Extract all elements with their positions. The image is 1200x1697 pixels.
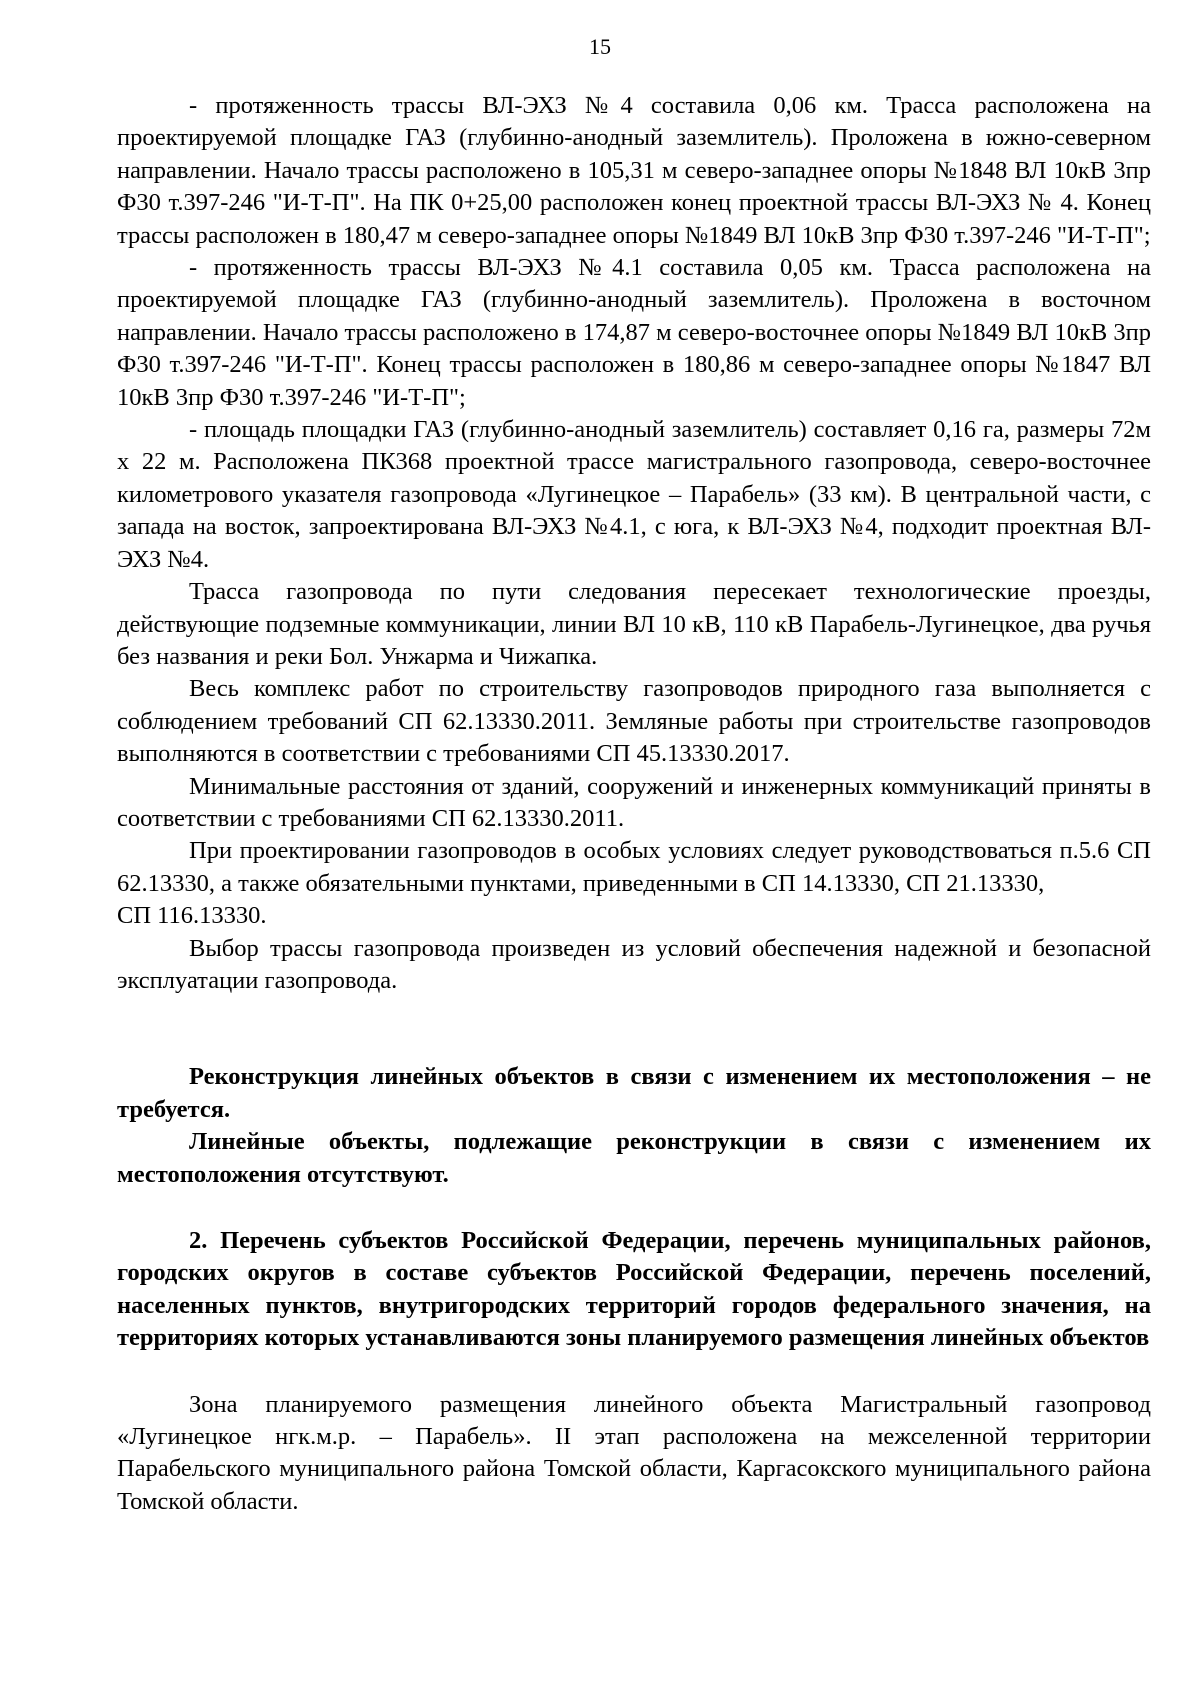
paragraph-route-selection: Выбор трассы газопровода произведен из условий обеспечения надежной и безопасной эксплуатации газопровода. (117, 934, 1151, 994)
paragraph-gaz-site: - площадь площадки ГАЗ (глубинно-анодный заземлитель) составляет 0,16 га, размеры 72м х 22 м. Расположена ПК368 проектной трассе магистрального газопровода, северо-восточнее километрового указателя газопровода «Лугинецкое – Парабель» (33 км). В центральной части, с запада на восток, запроектирована ВЛ-ЭХЗ №4.1, с юга, к ВЛ-ЭХЗ №4, подходит проектная ВЛ-ЭХЗ №4. (117, 416, 1151, 573)
paragraph-special-conditions: При проектировании газопроводов в особых условиях следует руководствоваться п.5.6 СП 62.13330, а также обязательными пунктами, приведенными в СП 14.13330, СП 21.13330, (117, 837, 1151, 897)
reconstruction-objects-absent: Линейные объекты, подлежащие реконструкции в связи с изменением их местоположения отсутствуют. (117, 1128, 1151, 1188)
paragraph-vl-ehz-4-1: - протяженность трассы ВЛ-ЭХЗ №4.1 составила 0,05 км. Трасса расположена на проектируемой площадке ГАЗ (глубинно-анодный заземлитель). Проложена в восточном направлении. Начало трассы расположено в 174,87 м северо-восточнее опоры №1849 ВЛ 10кВ 3пр Ф30 т.397-246 "И-Т-П". Конец трассы расположен в 180,86 м северо-западнее опоры №1847 ВЛ 10кВ 3пр Ф30 т.397-246 "И-Т-П"; (117, 254, 1151, 411)
spacer (117, 1355, 1151, 1389)
document-body (117, 90, 1151, 1518)
paragraph-route-crossings: Трасса газопровода по пути следования пересекает технологические проезды, действующие подземные коммуникации, линии ВЛ 10 кВ, 110 кВ Парабель-Лугинецкое, два ручья без названия и реки Бол. Унжарма и Чижапка. (117, 578, 1151, 670)
paragraph-minimum-distances: Минимальные расстояния от зданий, сооружений и инженерных коммуникаций приняты в соответствии с требованиями СП 62.13330.2011. (117, 772, 1151, 832)
spacer (117, 997, 1151, 1061)
paragraph-sp-116: СП 116.13330. (117, 902, 267, 930)
section-2-heading: 2. Перечень субъектов Российской Федерации, перечень муниципальных районов, городских округов в составе субъектов Российской Федерации, перечень поселений, населенных пунктов, внутригородских территорий городов федерального значения, на территориях которых устанавливаются зоны планируемого размещения линейных объектов (117, 1227, 1151, 1352)
spacer (117, 1191, 1151, 1225)
paragraph-construction-requirements: Весь комплекс работ по строительству газопроводов природного газа выполняется с соблюдением требований СП 62.13330.2011. Земляные работы при строительстве газопроводов выполняются в соответствии с требованиями СП 45.13330.2017. (117, 675, 1151, 768)
section-2-text: Зона планируемого размещения линейного объекта Магистральный газопровод «Лугинецкое нгк.м.р. – Парабель». II этап расположена на межселенной территории Парабельского муниципального района Томской области, Каргасокского муниципального района Томской области. (117, 1390, 1151, 1515)
reconstruction-not-required: Реконструкция линейных объектов в связи с изменением их местоположения – не требуется. (117, 1063, 1151, 1123)
paragraph-vl-ehz-4: - протяженность трассы ВЛ-ЭХЗ №4 составила 0,06 км. Трасса расположена на проектируемой площадке ГАЗ (глубинно-анодный заземлитель). Проложена в южно-северном направлении. Начало трассы расположено в 105,31 м северо-западнее опоры №1848 ВЛ 10кВ 3пр Ф30 т.397-246 "И-Т-П". На ПК 0+25,00 расположен конец проектной трассы ВЛ-ЭХЗ № 4. Конец трассы расположен в 180,47 м северо-западнее опоры №1849 ВЛ 10кВ 3пр Ф30 т.397-246 "И-Т-П"; (117, 92, 1151, 249)
page-number: 15 (589, 34, 611, 59)
